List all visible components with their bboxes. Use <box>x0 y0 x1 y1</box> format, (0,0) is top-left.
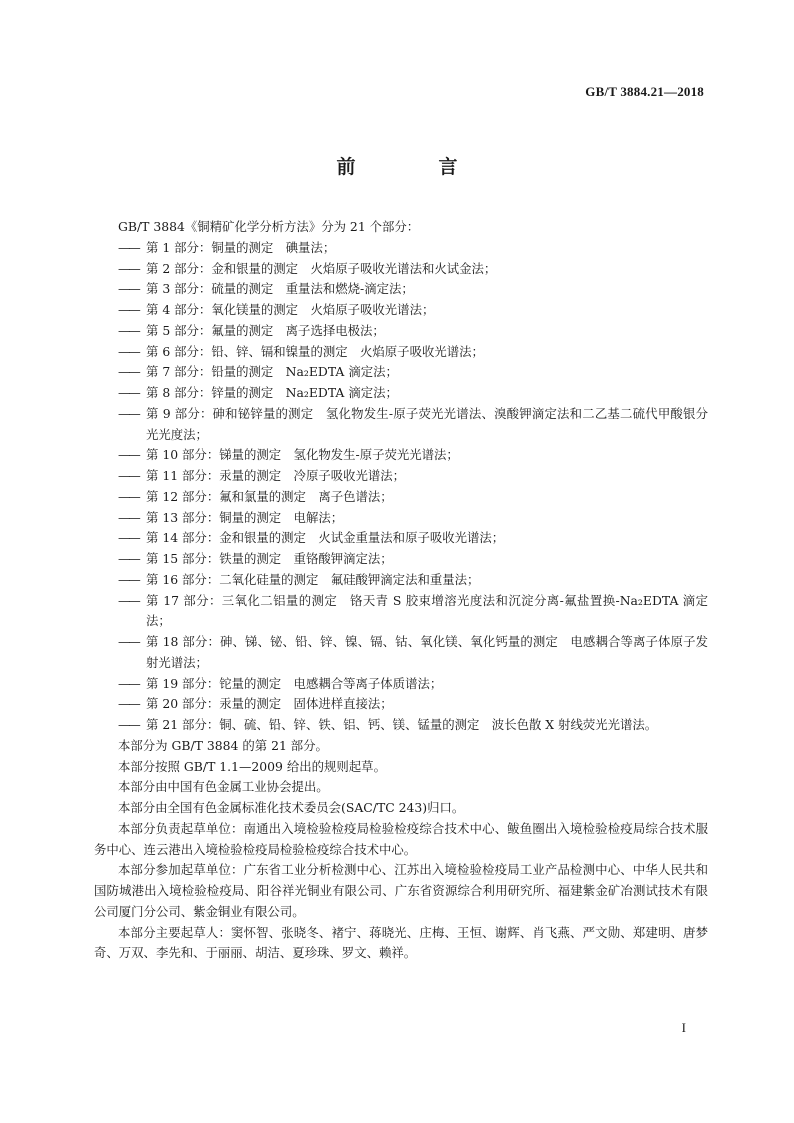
part-text: 第 19 部分：铊量的测定 电感耦合等离子体质谱法； <box>146 675 443 691</box>
part-text: 第 2 部分：金和银量的测定 火焰原子吸收光谱法和火试金法； <box>146 260 497 276</box>
part-item <box>118 528 708 549</box>
part-text: 第 14 部分：金和银量的测定 火试金重量法和原子吸收光谱法； <box>146 530 505 546</box>
page-number: I <box>681 1020 686 1035</box>
part-item <box>118 508 708 529</box>
part-text: 第 16 部分：二氧化硅量的测定 氟硅酸钾滴定法和重量法； <box>146 571 480 587</box>
part-text: 第 9 部分：砷和铋锌量的测定 氢化物发生-原子荧光光谱法、溴酸钾滴定法和二乙基二硫代甲酸银分光光度法； <box>146 405 708 442</box>
part-item <box>118 342 708 363</box>
part-item <box>118 404 708 446</box>
part-text: 第 6 部分：铅、锌、镉和镍量的测定 火焰原子吸收光谱法； <box>146 343 484 359</box>
dash-marker: —— <box>118 717 139 732</box>
part-item <box>118 300 708 321</box>
dash-marker: —— <box>118 592 139 608</box>
dash-marker: —— <box>118 302 139 317</box>
part-item <box>118 570 708 591</box>
part-text: 第 4 部分：氧化镁量的测定 火焰原子吸收光谱法； <box>146 302 435 317</box>
part-item <box>118 591 708 633</box>
dash-marker: —— <box>118 447 139 463</box>
part-text: 第 3 部分：硫量的测定 重量法和燃烧-滴定法； <box>146 281 414 297</box>
part-text: 第 11 部分：汞量的测定 冷原子吸收光谱法； <box>146 468 406 483</box>
part-text: 第 5 部分：氟量的测定 离子选择电极法； <box>146 322 385 338</box>
part-item <box>118 259 708 280</box>
part-item <box>118 694 708 715</box>
part-item <box>118 632 708 674</box>
foreword-paragraph: 本部分按照 GB/T 1.1—2009 给出的规则起草。 <box>118 758 386 774</box>
foreword-paragraph: 本部分负责起草单位：南通出入境检验检疫局检验检疫综合技术中心、鲅鱼圈出入境检验检疫局综合技术服务中心、连云港出入境检验检疫局检验检疫综合技术中心。 <box>94 820 708 857</box>
part-text: 第 21 部分：铜、硫、铅、锌、铁、铝、钙、镁、锰量的测定 波长色散 X 射线荧光光谱法。 <box>146 717 658 732</box>
part-item <box>118 383 708 404</box>
dash-marker: —— <box>118 634 139 649</box>
part-text: 第 13 部分：铜量的测定 电解法； <box>146 509 344 525</box>
part-item <box>118 279 708 300</box>
part-text: 第 20 部分：汞量的测定 固体进样直接法； <box>146 696 393 712</box>
foreword-content <box>94 217 708 964</box>
part-text: 第 17 部分：三氧化二铝量的测定 铬天青 S 胶束增溶光度法和沉淀分离-氟盐置换-Na₂EDTA 滴定法； <box>146 592 708 629</box>
foreword-paragraph: 本部分由全国有色金属标准化技术委员会(SAC/TC 243)归口。 <box>118 800 465 815</box>
page-title: 前 言 <box>336 156 490 178</box>
foreword-paragraph: 本部分为 GB/T 3884 的第 21 部分。 <box>118 737 328 753</box>
dash-marker: —— <box>118 405 139 421</box>
dash-marker: —— <box>118 530 139 546</box>
part-item <box>118 674 708 695</box>
dash-marker: —— <box>118 385 139 400</box>
dash-marker: —— <box>118 322 139 338</box>
dash-marker: —— <box>118 468 139 483</box>
foreword-paragraph: 本部分由中国有色金属工业协会提出。 <box>118 779 329 795</box>
part-item <box>118 445 708 466</box>
part-item <box>118 549 708 570</box>
part-text: 第 15 部分：铁量的测定 重铬酸钾滴定法； <box>146 551 393 566</box>
part-item <box>118 487 708 508</box>
dash-marker: —— <box>118 571 139 587</box>
standard-code: GB/T 3884.21—2018 <box>585 84 704 99</box>
dash-marker: —— <box>118 239 139 255</box>
part-text: 第 7 部分：铅量的测定 Na₂EDTA 滴定法； <box>146 364 398 380</box>
dash-marker: —— <box>118 675 139 691</box>
dash-marker: —— <box>118 364 139 380</box>
part-text: 第 8 部分：锌量的测定 Na₂EDTA 滴定法； <box>146 385 398 400</box>
part-item <box>118 715 708 736</box>
dash-marker: —— <box>118 281 139 297</box>
dash-marker: —— <box>118 488 139 504</box>
part-item <box>118 466 708 487</box>
dash-marker: —— <box>118 260 139 276</box>
part-text: 第 18 部分：砷、锑、铋、铅、锌、镍、镉、钴、氧化镁、氧化钙量的测定 电感耦合等离子体原子发射光谱法； <box>146 634 708 670</box>
part-item <box>118 362 708 383</box>
foreword-paragraph: 本部分主要起草人：窦怀智、张晓冬、褚宁、蒋晓光、庄梅、王恒、谢辉、肖飞燕、严文勋、郑建明、唐梦奇、万双、李先和、于丽丽、胡洁、夏珍珠、罗文、赖祥。 <box>94 924 708 961</box>
part-item <box>118 321 708 342</box>
part-item <box>118 238 708 259</box>
foreword-paragraph: 本部分参加起草单位：广东省工业分析检测中心、江苏出入境检验检疫局工业产品检测中心、中华人民共和国防城港出入境检验检疫局、阳谷祥光铜业有限公司、广东省资源综合利用研究所、福建紫金矿冶测试技术有限公司厦门分公司、紫金铜业有限公司。 <box>94 862 708 919</box>
part-text: 第 10 部分：锑量的测定 氢化物发生-原子荧光光谱法； <box>146 447 459 463</box>
dash-marker: —— <box>118 696 139 712</box>
part-text: 第 1 部分：铜量的测定 碘量法； <box>146 239 336 255</box>
part-text: 第 12 部分：氟和氯量的测定 离子色谱法； <box>146 488 393 504</box>
dash-marker: —— <box>118 509 139 525</box>
intro-line: GB/T 3884《铜精矿化学分析方法》分为 21 个部分： <box>118 219 420 234</box>
parts-list <box>118 238 708 736</box>
paragraphs <box>94 736 708 964</box>
dash-marker: —— <box>118 551 139 566</box>
dash-marker: —— <box>118 343 139 359</box>
